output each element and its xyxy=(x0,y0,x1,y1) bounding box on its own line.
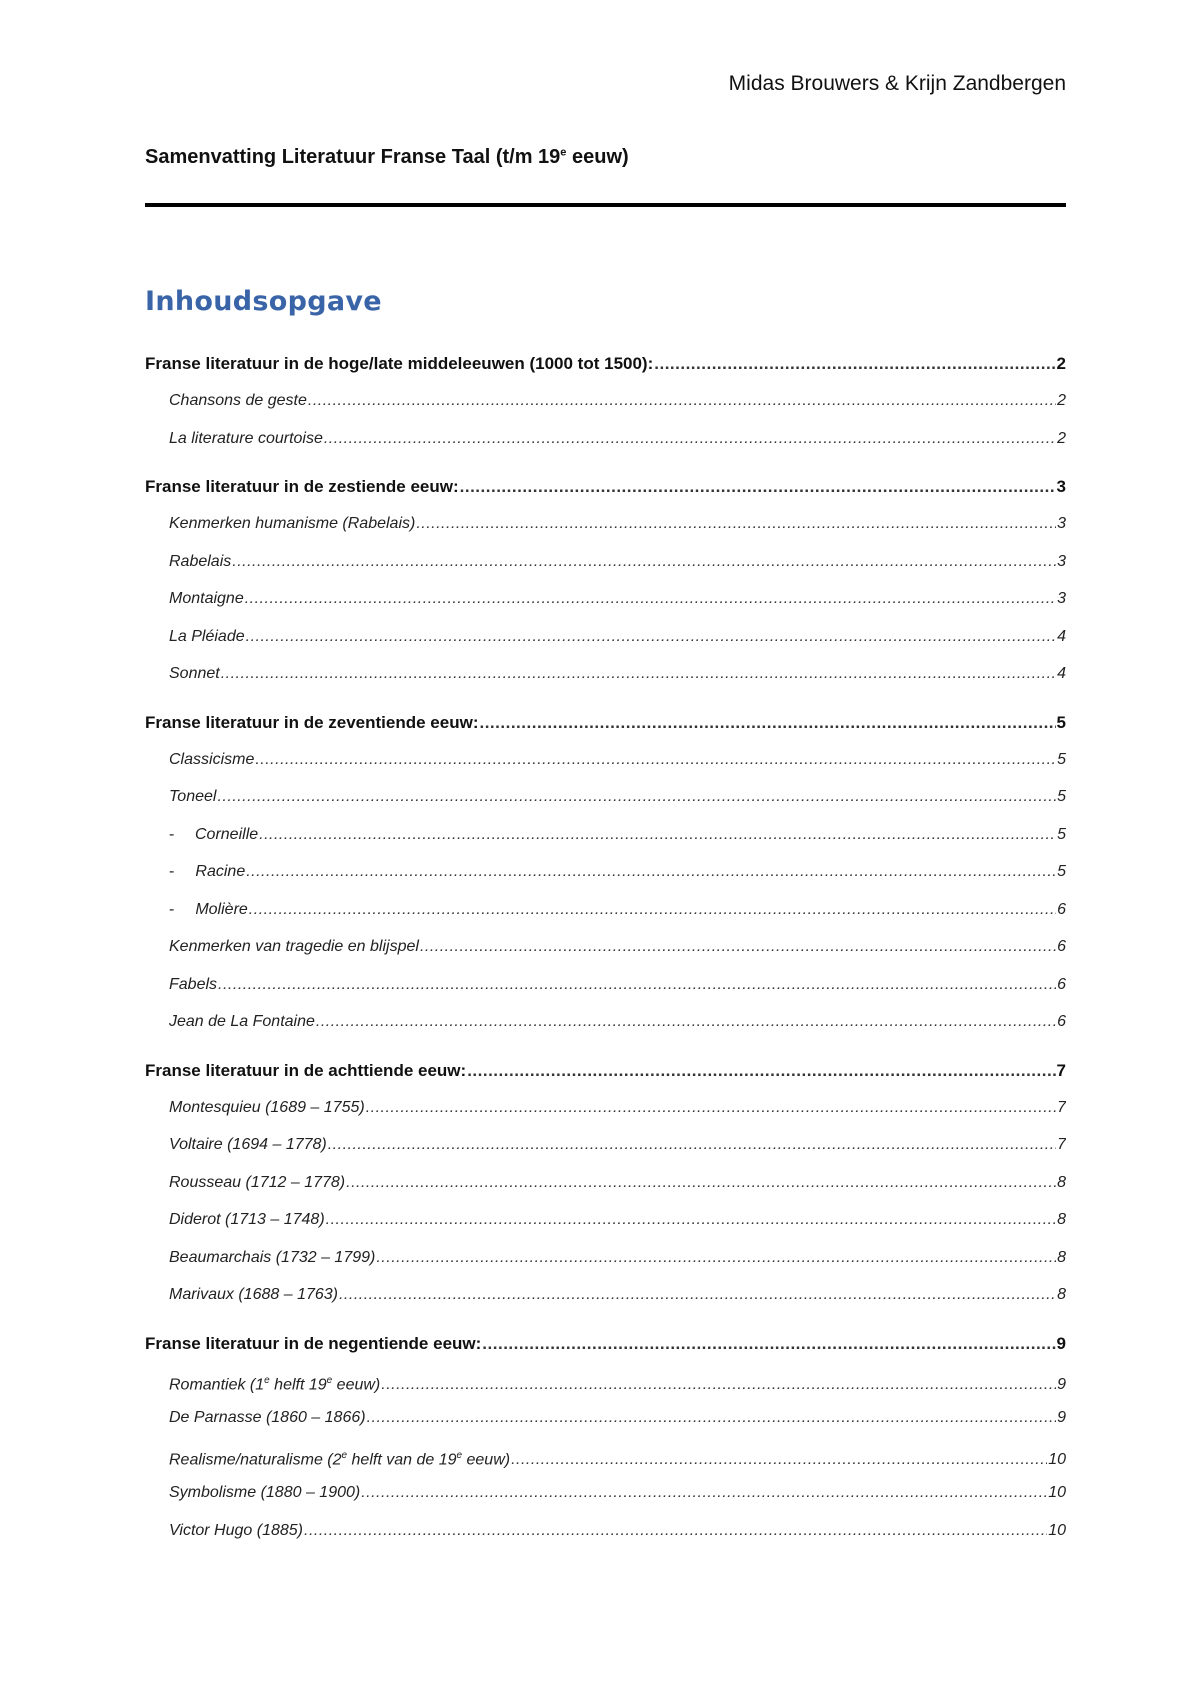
toc-item-entry[interactable] xyxy=(145,966,1066,1004)
toc-item-entry[interactable] xyxy=(145,543,1066,581)
toc-page-number: 6 xyxy=(1057,900,1066,918)
toc-page-number: 5 xyxy=(1057,750,1066,768)
toc-leader-dots xyxy=(232,543,1056,581)
toc-page-number: 9 xyxy=(1057,1409,1066,1426)
toc-leader-dots xyxy=(416,505,1056,543)
toc-page-number: 8 xyxy=(1057,1173,1066,1191)
toc-page-number: 2 xyxy=(1057,429,1066,447)
toc-leader-dots xyxy=(217,778,1056,816)
toc-page-number: 4 xyxy=(1057,665,1066,682)
toc-page-number: 5 xyxy=(1057,788,1066,805)
toc-item-label: Victor Hugo (1885) xyxy=(169,1521,303,1539)
toc-item-label: La Pléiade xyxy=(169,627,245,645)
toc-bullet: - xyxy=(169,900,175,918)
toc-leader-dots xyxy=(381,1366,1056,1399)
toc-item-entry[interactable] xyxy=(145,1089,1066,1127)
toc-item-label: Racine xyxy=(195,863,246,880)
toc-leader-dots xyxy=(361,1474,1047,1512)
table-of-contents xyxy=(145,345,1066,1549)
toc-leader-dots xyxy=(376,1239,1056,1277)
toc-item-entry[interactable] xyxy=(145,1399,1066,1437)
toc-leader-dots xyxy=(324,420,1056,458)
toc-page-number: 6 xyxy=(1057,1013,1066,1030)
toc-leader-dots xyxy=(304,1512,1047,1550)
toc-page-number: 10 xyxy=(1048,1521,1066,1539)
toc-page-number: 5 xyxy=(1057,863,1066,880)
toc-section-label: Franse literatuur in de zestiende eeuw: xyxy=(145,477,459,496)
toc-section-label: Franse literatuur in de hoge/late middeleeuwen (1000 tot 1500): xyxy=(145,354,654,373)
document-title xyxy=(145,146,629,169)
toc-leader-dots xyxy=(249,891,1056,929)
toc-item-label: Sonnet xyxy=(169,665,220,682)
toc-page-number: 8 xyxy=(1057,1211,1066,1228)
toc-page-number: 3 xyxy=(1057,515,1066,532)
toc-item-label: Fabels xyxy=(169,975,218,993)
toc-item-entry[interactable] xyxy=(145,1003,1066,1041)
toc-section-entry[interactable] xyxy=(145,1325,1066,1362)
title-text-end: eeuw) xyxy=(566,146,629,168)
toc-leader-dots xyxy=(346,1164,1056,1202)
toc-leader-dots xyxy=(367,1399,1057,1437)
toc-page-number: 10 xyxy=(1048,1484,1066,1501)
toc-item-label: Romantiek (1e helft 19e eeuw) xyxy=(169,1374,381,1393)
toc-item-entry[interactable] xyxy=(145,420,1066,458)
toc-item-label: Beaumarchais (1732 – 1799) xyxy=(169,1248,376,1266)
toc-item-entry[interactable] xyxy=(145,1362,1066,1400)
toc-item-label: Classicisme xyxy=(169,750,255,768)
toc-item-label: Kenmerken humanisme (Rabelais) xyxy=(169,515,416,532)
toc-item-entry[interactable] xyxy=(145,1512,1066,1550)
toc-item-label: Toneel xyxy=(169,788,217,805)
toc-page-number: 6 xyxy=(1057,975,1066,993)
toc-leader-dots xyxy=(479,704,1055,741)
toc-page-number: 9 xyxy=(1057,1375,1066,1393)
toc-bullet: - xyxy=(169,825,175,843)
toc-leader-dots xyxy=(460,468,1056,505)
toc-page-number: 5 xyxy=(1057,825,1066,843)
toc-item-entry[interactable] xyxy=(145,1164,1066,1202)
toc-leader-dots xyxy=(654,345,1055,382)
toc-page-number: 7 xyxy=(1056,1060,1066,1080)
toc-item-entry[interactable] xyxy=(145,1126,1066,1164)
toc-item-label: Montaigne xyxy=(169,590,244,607)
toc-leader-dots xyxy=(245,580,1056,618)
toc-item-label: De Parnasse (1860 – 1866) xyxy=(169,1409,366,1426)
toc-leader-dots xyxy=(326,1201,1056,1239)
toc-section-entry[interactable] xyxy=(145,345,1066,382)
toc-item-label: Voltaire (1694 – 1778) xyxy=(169,1136,327,1153)
toc-page-number: 8 xyxy=(1057,1286,1066,1303)
title-text: Samenvatting Literatuur Franse Taal (t/m 19 xyxy=(145,146,561,168)
toc-item-label: Realisme/naturalisme (2e helft van de 19e eeuw) xyxy=(169,1449,511,1468)
toc-item-entry[interactable] xyxy=(145,580,1066,618)
toc-page-number: 3 xyxy=(1056,477,1066,496)
toc-section-entry[interactable] xyxy=(145,704,1066,741)
toc-leader-dots xyxy=(259,816,1056,854)
toc-page-number: 7 xyxy=(1057,1098,1066,1116)
toc-page-number: 6 xyxy=(1057,938,1066,955)
toc-leader-dots xyxy=(218,966,1056,1004)
toc-leader-dots xyxy=(511,1441,1047,1474)
toc-item-entry[interactable] xyxy=(145,382,1066,420)
toc-item-label: Kenmerken van tragedie en blijspel xyxy=(169,938,419,955)
toc-page-number: 3 xyxy=(1057,590,1066,607)
toc-section-label: Franse literatuur in de achttiende eeuw: xyxy=(145,1060,467,1080)
toc-item-entry[interactable] xyxy=(145,505,1066,543)
toc-section-label: Franse literatuur in de zeventiende eeuw: xyxy=(145,712,479,732)
toc-item-entry[interactable] xyxy=(145,816,1066,854)
toc-page-number: 9 xyxy=(1056,1333,1066,1353)
toc-leader-dots xyxy=(366,1089,1056,1127)
toc-item-label: Rousseau (1712 – 1778) xyxy=(169,1173,346,1191)
toc-item-label: Montesquieu (1689 – 1755) xyxy=(169,1098,365,1116)
toc-item-label: Molière xyxy=(195,900,248,918)
toc-leader-dots xyxy=(246,853,1056,891)
toc-item-entry[interactable] xyxy=(145,853,1066,891)
toc-item-entry[interactable] xyxy=(145,741,1066,779)
toc-page-number: 3 xyxy=(1057,552,1066,570)
toc-item-label: Jean de La Fontaine xyxy=(169,1013,315,1030)
toc-item-entry[interactable] xyxy=(145,1474,1066,1512)
toc-item-entry[interactable] xyxy=(145,1437,1066,1475)
toc-leader-dots xyxy=(246,618,1056,656)
toc-section-label: Franse literatuur in de negentiende eeuw: xyxy=(145,1333,482,1353)
title-superscript: e xyxy=(560,146,567,159)
toc-leader-dots xyxy=(308,382,1056,420)
toc-item-entry[interactable] xyxy=(145,618,1066,656)
toc-section-entry[interactable] xyxy=(145,468,1066,505)
toc-page-number: 5 xyxy=(1056,712,1066,732)
toc-page-number: 2 xyxy=(1057,392,1066,409)
title-divider xyxy=(145,203,1066,207)
toc-page-number: 2 xyxy=(1056,354,1066,373)
toc-item-entry[interactable] xyxy=(145,1201,1066,1239)
toc-page-number: 8 xyxy=(1057,1248,1066,1266)
toc-page-number: 10 xyxy=(1048,1450,1066,1468)
toc-heading: Inhoudsopgave xyxy=(145,286,382,317)
toc-item-label: Marivaux (1688 – 1763) xyxy=(169,1286,338,1303)
toc-leader-dots xyxy=(316,1003,1056,1041)
toc-leader-dots xyxy=(255,741,1056,779)
toc-item-entry[interactable] xyxy=(145,1276,1066,1314)
toc-page-number: 4 xyxy=(1057,627,1066,645)
toc-leader-dots xyxy=(221,655,1056,693)
toc-leader-dots xyxy=(328,1126,1056,1164)
toc-bullet: - xyxy=(169,863,175,880)
toc-section-entry[interactable] xyxy=(145,1052,1066,1089)
toc-item-entry[interactable] xyxy=(145,1239,1066,1277)
toc-leader-dots xyxy=(482,1325,1055,1362)
toc-item-label: Rabelais xyxy=(169,552,232,570)
toc-item-label: Chansons de geste xyxy=(169,392,307,409)
header-authors: Midas Brouwers & Krijn Zandbergen xyxy=(728,72,1066,95)
toc-leader-dots xyxy=(339,1276,1056,1314)
toc-item-entry[interactable] xyxy=(145,891,1066,929)
toc-item-label: Symbolisme (1880 – 1900) xyxy=(169,1484,361,1501)
toc-item-label: Corneille xyxy=(195,825,259,843)
toc-item-label: Diderot (1713 – 1748) xyxy=(169,1211,325,1228)
toc-item-entry[interactable] xyxy=(145,928,1066,966)
toc-page-number: 7 xyxy=(1057,1136,1066,1153)
toc-leader-dots xyxy=(467,1052,1055,1089)
toc-leader-dots xyxy=(420,928,1056,966)
toc-item-entry[interactable] xyxy=(145,778,1066,816)
toc-item-label: La literature courtoise xyxy=(169,429,323,447)
toc-item-entry[interactable] xyxy=(145,655,1066,693)
